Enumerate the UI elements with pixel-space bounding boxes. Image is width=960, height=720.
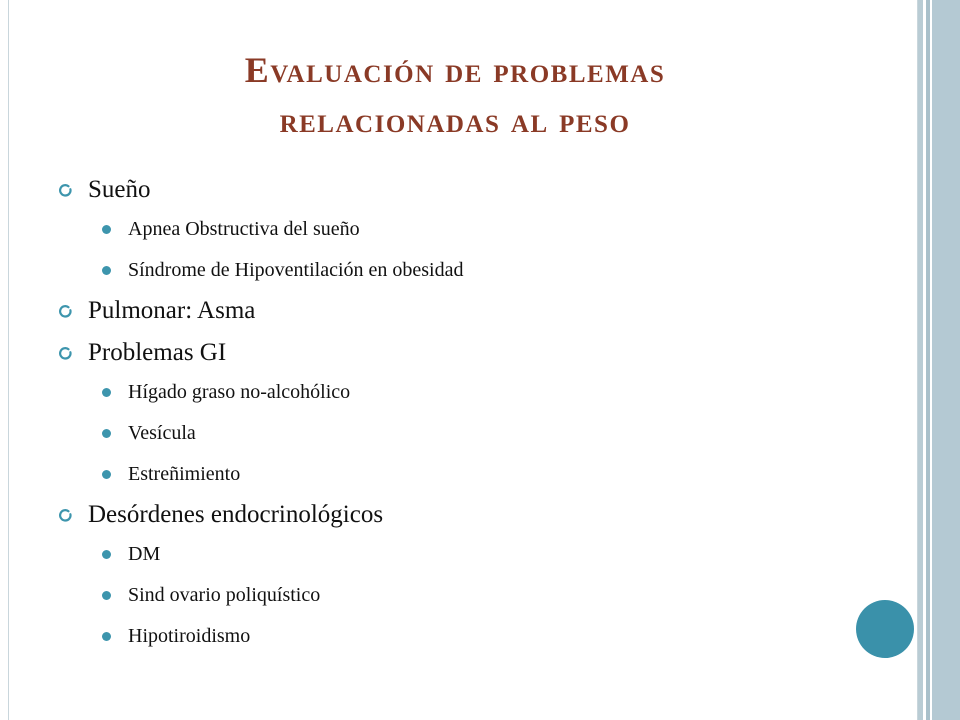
filled-dot-bullet-icon <box>102 388 111 397</box>
filled-dot-bullet-icon <box>102 550 111 559</box>
slide-title-line-2: relacionadas al peso <box>279 100 631 140</box>
filled-dot-bullet-icon <box>102 429 111 438</box>
bullet-heading: Desórdenes endocrinológicos <box>88 501 384 528</box>
sub-bullet-item <box>58 623 818 649</box>
bullet-item <box>58 174 818 206</box>
sub-bullet-text: Hipotiroidismo <box>128 625 251 647</box>
filled-dot-bullet-icon <box>102 225 111 234</box>
open-ring-bullet-icon <box>58 304 73 319</box>
bullet-list <box>58 174 818 664</box>
bullet-heading: Pulmonar: Asma <box>88 297 256 324</box>
sub-bullet-item <box>58 379 818 405</box>
slide-title-line-1: Evaluación de problemas <box>244 50 666 90</box>
bullet-item <box>58 499 818 531</box>
filled-dot-bullet-icon <box>102 591 111 600</box>
sub-bullet-item <box>58 420 818 446</box>
filled-dot-bullet-icon <box>102 470 111 479</box>
bullet-heading: Problemas GI <box>88 339 227 366</box>
bullet-item <box>58 295 818 327</box>
open-ring-bullet-icon <box>58 183 73 198</box>
bullet-item <box>58 337 818 369</box>
open-ring-bullet-icon <box>58 508 73 523</box>
right-decorative-band <box>918 0 960 720</box>
sub-bullet-text: Sind ovario poliquístico <box>128 584 321 606</box>
band-stripe <box>932 0 960 720</box>
open-ring-bullet-icon <box>58 346 73 361</box>
sub-bullet-text: DM <box>128 543 161 565</box>
sub-bullet-text: Estreñimiento <box>128 463 241 485</box>
sub-bullet-text: Síndrome de Hipoventilación en obesidad <box>128 259 464 281</box>
sub-bullet-text: Hígado graso no-alcohólico <box>128 381 351 403</box>
sub-bullet-item <box>58 582 818 608</box>
bullet-heading: Sueño <box>88 176 151 203</box>
sub-bullet-item <box>58 257 818 283</box>
filled-dot-bullet-icon <box>102 632 111 641</box>
sub-bullet-text: Vesícula <box>128 422 196 444</box>
sub-bullet-item <box>58 461 818 487</box>
sub-bullet-text: Apnea Obstructiva del sueño <box>128 218 360 240</box>
sub-bullet-item <box>58 216 818 242</box>
filled-dot-bullet-icon <box>102 266 111 275</box>
filled-circle-icon <box>856 600 914 658</box>
sub-bullet-item <box>58 541 818 567</box>
slide-title <box>60 45 850 145</box>
